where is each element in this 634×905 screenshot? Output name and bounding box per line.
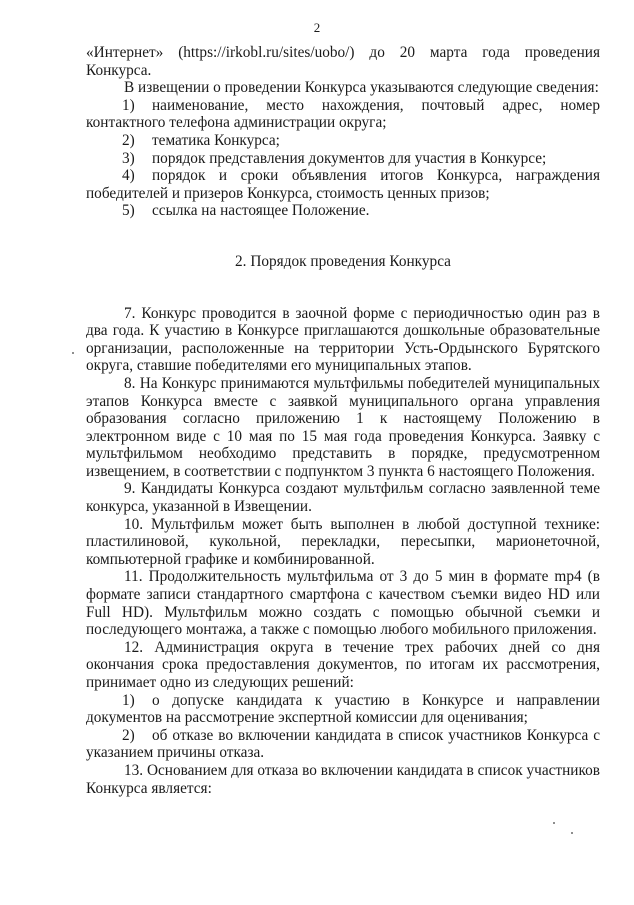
list-item-text: ссылка на настоящее Положение. [152, 202, 370, 220]
scan-speck [571, 832, 573, 834]
list-item [86, 97, 600, 132]
list-item-number: 2) [122, 726, 135, 744]
paragraph: 10. Мультфильм может быть выполнен в любой доступной технике: пластилиновой, кукольной, перекладки, пересыпки, марионеточной, компьютерной графике и комбинированной. [86, 515, 600, 568]
intro-section [86, 44, 600, 220]
paragraph: 7. Конкурс проводится в заочной форме с периодичностью один раз в два года. К участию в Конкурсе приглашаются дошкольные образовательные организации, расположенные на территории Усть-Ордынского Бурятского округа, ставшие победителями его муниципальных этапов. [86, 304, 600, 375]
list-item-number: 5) [122, 202, 135, 220]
list-item-number: 3) [122, 149, 135, 167]
list-item [86, 150, 600, 168]
list-item [86, 132, 600, 150]
paragraph: 11. Продолжительность мультфильма от 3 до 5 мин в формате mp4 (в формате записи стандартного смартфона с качеством съемки видео HD или Full HD). Мультфильм можно создать с помощью обычной съемки и последующего монтажа, а также с помощью любого мобильного приложения. [86, 568, 600, 639]
paragraph: 8. На Конкурс принимаются мультфильмы победителей муниципальных этапов Конкурса вместе с заявкой муниципального органа управления образования согласно приложению 1 к настоящему Положению в электронном виде с 10 мая по 15 мая года проведения Конкурса. Заявку с мультфильмом необходимо представить в порядке, предусмотренном извещением, в соответствии с подпунктом 3 пункта 6 настоящего Положения. [86, 374, 600, 480]
section-heading: 2. Порядок проведения Конкурса [235, 252, 451, 270]
list-item-number: 1) [122, 96, 135, 114]
list-item [86, 167, 600, 202]
paragraph: В извещении о проведении Конкурса указываются следующие сведения: [124, 79, 599, 97]
list-item-text: об отказе во включении кандидата в список участников Конкурса с указанием причины отказа. [86, 726, 600, 762]
list-item-number: 4) [122, 167, 135, 185]
document-body [86, 44, 600, 797]
procedure-section [86, 305, 600, 798]
page-number: 2 [313, 20, 321, 35]
paragraph: 9. Кандидаты Конкурса создают мультфильм согласно заявленной теме конкурса, указанной в Извещении. [86, 480, 600, 516]
scan-speck [553, 822, 555, 824]
list-item [86, 727, 600, 762]
list-item-number: 2) [122, 131, 135, 149]
list-item [86, 692, 600, 727]
list-item-text: порядок и сроки объявления итогов Конкурса, награждения победителей и призеров Конкурса, стоимость ценных призов; [86, 167, 600, 202]
list-item-text: о допуске кандидата к участию в Конкурсе и направлении документов на рассмотрение экспертной комиссии для оценивания; [86, 691, 600, 727]
scan-speck [72, 352, 74, 354]
list-item-text: порядок представления документов для участия в Конкурсе; [152, 149, 547, 167]
paragraph: «Интернет» (https://irkobl.ru/sites/uobo/) до 20 марта года проведения Конкурса. [86, 44, 600, 79]
list-item [86, 202, 600, 220]
paragraph: 12. Администрация округа в течение трех рабочих дней со дня окончания срока предоставления документов, по итогам их рассмотрения, принимает одно из следующих решений: [86, 638, 600, 691]
list-item-text: тематика Конкурса; [152, 131, 280, 149]
list-item-text: наименование, место нахождения, почтовый адрес, номер контактного телефона администрации округа; [86, 96, 600, 132]
list-item-number: 1) [122, 691, 135, 709]
paragraph: 13. Основанием для отказа во включении кандидата в список участников Конкурса является: [86, 761, 600, 797]
